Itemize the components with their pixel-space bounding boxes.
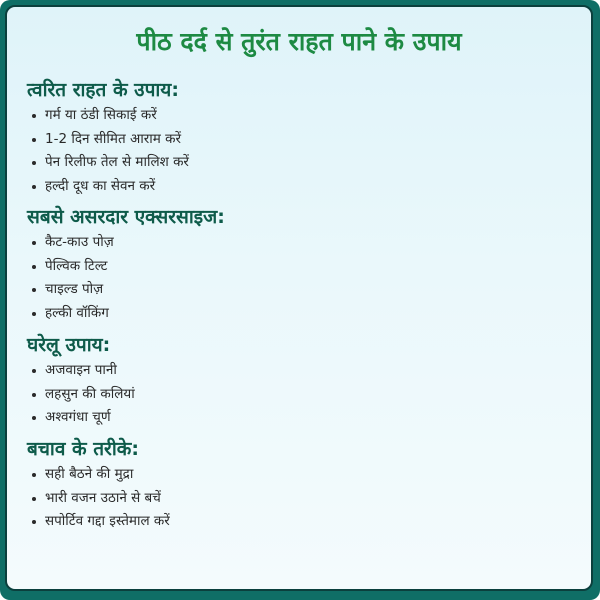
- bullet-icon: [32, 114, 36, 118]
- bullet-icon: [32, 473, 36, 477]
- list-item: [29, 510, 170, 534]
- bullet-icon: [32, 369, 36, 373]
- info-card: [5, 5, 593, 591]
- list-item-label: 1-2 दिन सीमित आराम करें: [45, 130, 182, 147]
- list-item: [29, 175, 189, 199]
- bullet-icon: [32, 520, 36, 524]
- list-item: [29, 487, 170, 511]
- list-item-label: अश्वगंधा चूर्ण: [45, 409, 111, 425]
- bullet-icon: [32, 416, 36, 420]
- list-item: [29, 255, 114, 279]
- bullet-icon: [32, 312, 36, 316]
- bullet-icon: [32, 497, 36, 501]
- list-item-label: हल्की वॉकिंग: [45, 304, 109, 321]
- list-prevention: [29, 463, 170, 534]
- list-item: [29, 231, 114, 255]
- bullet-icon: [32, 265, 36, 269]
- list-item: [29, 463, 170, 487]
- bullet-icon: [32, 185, 36, 189]
- bullet-icon: [32, 138, 36, 142]
- list-item-label: कैट-काउ पोज़: [45, 234, 114, 250]
- list-item-label: चाइल्ड पोज़: [45, 281, 104, 297]
- list-quick-relief: [29, 104, 189, 198]
- list-item: [29, 278, 114, 302]
- list-item: [29, 302, 114, 326]
- list-home-remedies: [29, 359, 135, 430]
- list-item: [29, 406, 135, 430]
- list-item-label: सही बैठने की मुद्रा: [45, 466, 134, 482]
- bullet-icon: [32, 393, 36, 397]
- list-item: [29, 359, 135, 383]
- list-item-label: सपोर्टिव गद्दा इस्तेमाल करें: [45, 513, 170, 529]
- list-item: [29, 104, 189, 128]
- bullet-icon: [32, 161, 36, 165]
- list-item-label: गर्म या ठंडी सिकाई करें: [45, 107, 157, 123]
- list-item-label: भारी वजन उठाने से बचें: [45, 489, 161, 506]
- list-item: [29, 151, 189, 175]
- list-item-label: हल्दी दूध का सेवन करें: [45, 177, 156, 194]
- list-exercises: [29, 231, 114, 325]
- list-item: [29, 128, 189, 152]
- list-item-label: अजवाइन पानी: [45, 362, 117, 378]
- bullet-icon: [32, 288, 36, 292]
- bullet-icon: [32, 241, 36, 245]
- page-title: पीठ दर्द से तुरंत राहत पाने के उपाय: [136, 27, 462, 56]
- section-heading-quick-relief: त्वरित राहत के उपाय:: [27, 79, 179, 101]
- list-item: [29, 383, 135, 407]
- section-heading-prevention: बचाव के तरीके:: [27, 438, 139, 460]
- list-item-label: पेन रिलीफ तेल से मालिश करें: [45, 154, 189, 170]
- list-item-label: पेल्विक टिल्ट: [45, 257, 108, 274]
- section-heading-exercises: सबसे असरदार एक्सरसाइज:: [27, 206, 225, 228]
- section-heading-home-remedies: घरेलू उपाय:: [27, 334, 111, 356]
- list-item-label: लहसुन की कलियां: [45, 385, 135, 402]
